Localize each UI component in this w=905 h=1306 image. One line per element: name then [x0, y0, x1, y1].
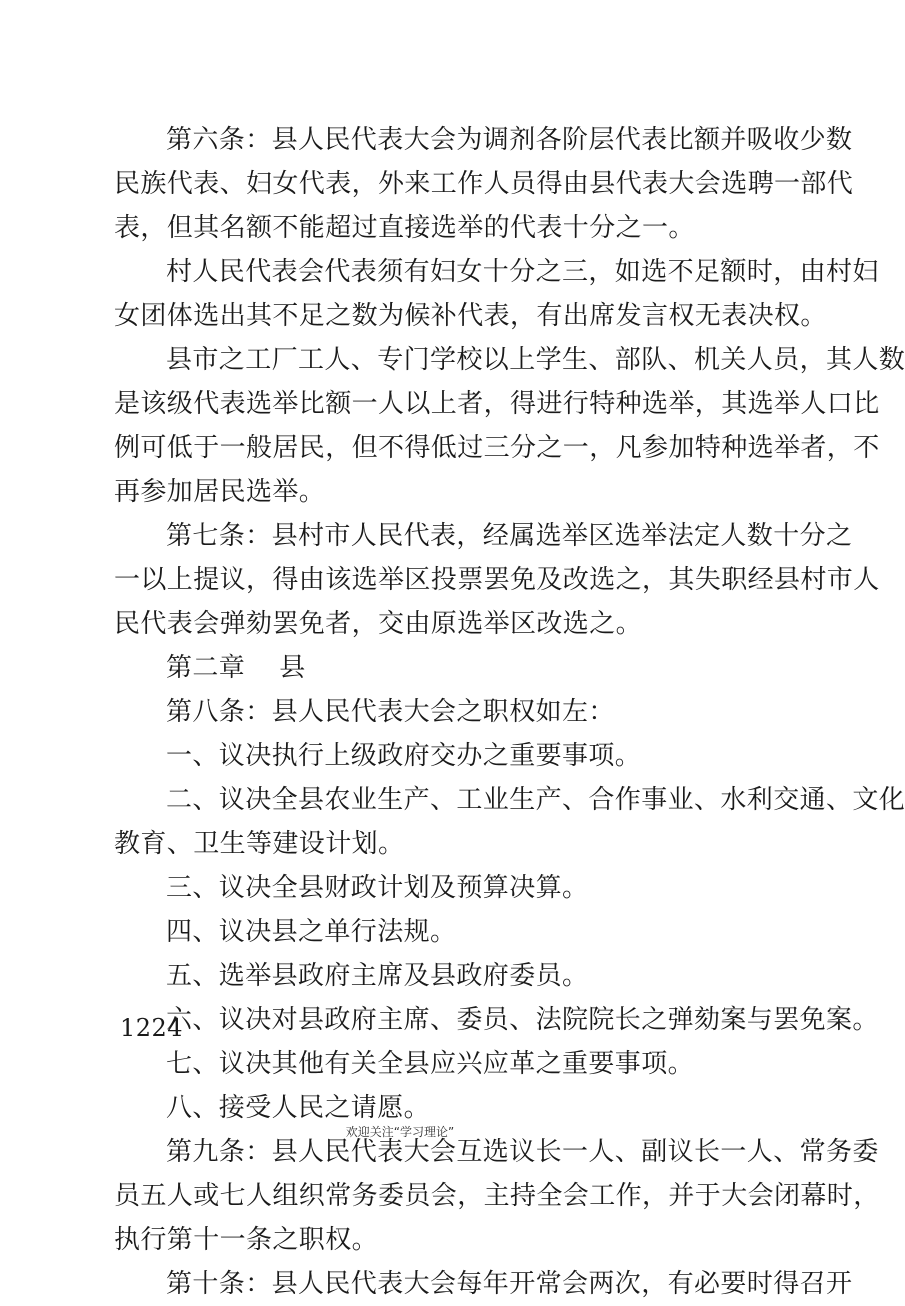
text-line: 是该级代表选举比额一人以上者，得进行特种选举，其选举人口比 — [114, 389, 880, 419]
text-line: 县市之工厂工人、专门学校以上学生、部队、机关人员，其人数 — [166, 345, 905, 375]
text-line: 表，但其名额不能超过直接选举的代表十分之一。 — [114, 213, 695, 243]
text-line: 例可低于一般居民，但不得低过三分之一，凡参加特种选举者，不 — [114, 433, 880, 463]
text-line: 二、议决全县农业生产、工业生产、合作事业、水利交通、文化 — [166, 785, 905, 815]
text-line: 七、议决其他有关全县应兴应革之重要事项。 — [166, 1049, 695, 1079]
text-line: 员五人或七人组织常务委员会，主持全会工作，并于大会闭幕时， — [114, 1181, 880, 1211]
text-line: 三、议决全县财政计划及预算决算。 — [166, 873, 589, 903]
text-line: 执行第十一条之职权。 — [114, 1225, 379, 1255]
chapter-number: 第二章 — [166, 653, 246, 683]
text-line: 村人民代表会代表须有妇女十分之三，如选不足额时，由村妇 — [166, 257, 879, 287]
chapter-heading — [114, 646, 696, 690]
text-line: 第七条：县村市人民代表，经属选举区选举法定人数十分之 — [166, 521, 853, 551]
text-line: 教育、卫生等建设计划。 — [114, 829, 405, 859]
text-line: 第九条：县人民代表大会互选议长一人、副议长一人、常务委 — [166, 1137, 879, 1167]
page-number: 1224 — [120, 1014, 184, 1042]
text-line: 第六条：县人民代表大会为调剂各阶层代表比额并吸收少数 — [166, 125, 853, 155]
text-line: 民族代表、妇女代表，外来工作人员得由县代表大会选聘一部代 — [114, 169, 854, 199]
text-line: 五、选举县政府主席及县政府委员。 — [166, 961, 589, 991]
text-line: 一以上提议，得由该选举区投票罢免及改选之，其失职经县村市人 — [114, 565, 880, 595]
text-line: 第八条：县人民代表大会之职权如左： — [166, 697, 615, 727]
text-line: 八、接受人民之请愿。 — [166, 1093, 431, 1123]
text-line: 四、议决县之单行法规。 — [166, 917, 457, 947]
text-line: 再参加居民选举。 — [114, 477, 326, 507]
text-line: 第十条：县人民代表大会每年开常会两次，有必要时得召开 — [166, 1269, 853, 1299]
chapter-title: 县 — [279, 653, 306, 683]
text-line: 六、议决对县政府主席、委员、法院院长之弹劾案与罢免案。 — [166, 1005, 879, 1035]
text-line: 民代表会弹劾罢免者，交由原选举区改选之。 — [114, 609, 643, 639]
text-line: 一、议决执行上级政府交办之重要事项。 — [166, 741, 642, 771]
footer-note: 欢迎关注“学习理论” — [345, 1125, 455, 1139]
text-line: 女团体选出其不足之数为候补代表，有出席发言权无表决权。 — [114, 301, 827, 331]
